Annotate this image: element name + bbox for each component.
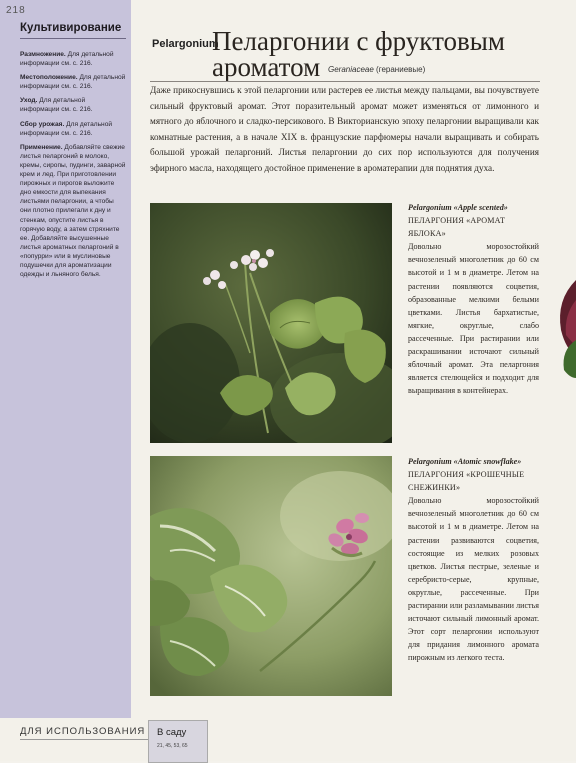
sidebar-item-propagation	[20, 50, 126, 68]
page-footer	[0, 718, 576, 761]
sidebar-item-label: Применение.	[20, 143, 63, 151]
family-latin: Geraniaceae	[328, 65, 374, 74]
plant-caption-apple-scented	[408, 201, 539, 397]
garden-tab-label: В саду	[157, 727, 187, 738]
plant-latin-name: Pelargonium «Atomic snowflake»	[408, 457, 522, 466]
page-number: 218	[6, 5, 26, 16]
plant-caption-atomic-snowflake	[408, 455, 539, 665]
family-name	[328, 65, 425, 74]
atomic-snowflake-photo	[150, 456, 392, 696]
sidebar-panel	[0, 0, 131, 718]
genus-label: Pelargonium	[152, 38, 219, 50]
sidebar-item-harvest	[20, 120, 126, 138]
sidebar-item-text: Для детальной информации см. с. 216.	[20, 74, 126, 91]
neighbor-page-edge	[548, 0, 576, 761]
intro-paragraph	[150, 83, 539, 176]
sidebar-content	[20, 50, 126, 284]
sidebar-item-label: Сбор урожая.	[20, 120, 65, 128]
sidebar-item-usage	[20, 143, 126, 279]
footer-divider	[20, 739, 150, 740]
plant-description: Довольно морозостойкий вечнозеленый многолетник до 60 см высотой и 1 м в диаметре. Летом на растении появляются соцветия, образованные мелкими белыми цветками. Листья бархатистые, мягкие, округлые, слабо рассеченные. При растирании или раскрашивании источают сильный яблочный аромат. Эта пеларгония является стелющейся и подходит для выращивания в контейнерах.	[408, 242, 539, 396]
neighbor-flower-illustration	[548, 0, 576, 761]
sidebar-divider	[20, 38, 126, 39]
plant-latin-name: Pelargonium «Apple scented»	[408, 203, 508, 212]
apple-scented-photo	[150, 203, 392, 443]
family-ru: (гераниевые)	[376, 65, 426, 74]
sidebar-item-label: Уход.	[20, 97, 38, 105]
sidebar-item-text: Для детальной информации см. с. 216.	[20, 51, 114, 68]
garden-tab-pages: 21, 45, 53, 65	[157, 743, 188, 749]
apple-scented-illustration	[150, 203, 392, 443]
page-title-line2: ароматом	[212, 52, 321, 82]
sidebar-item-text: Для детальной информации см. с. 216.	[20, 120, 113, 137]
garden-tab	[148, 720, 208, 763]
header-divider	[150, 81, 540, 82]
sidebar-item-label: Местоположение.	[20, 74, 78, 82]
sidebar-title: Культивирование	[20, 22, 122, 34]
footer-section-label: ДЛЯ ИСПОЛЬЗОВАНИЯ	[20, 726, 146, 737]
sidebar-item-location	[20, 73, 126, 91]
page-title-line1: Пеларгонии с фруктовым	[212, 26, 505, 56]
sidebar-item-label: Размножение.	[20, 51, 66, 58]
sidebar-item-care	[20, 96, 126, 114]
plant-russian-name: ПЕЛАРГОНИЯ «АРОМАТ ЯБЛОКА»	[408, 216, 506, 239]
sidebar-item-text: Добавляйте свежие листья пеларгоний в молоко, кремы, сиропы, пудинги, заварной крем и лед. При приготовлении пирожных и пирогов выложите дно емкости для выпекания листьями пеларгонии, а чтобы они плотно прилегали к дну и стенкам, опустите листья в горячую воду, а затем стряхните ее. Добавляйте высушенные листья ароматных пеларгоний в «попурри» или в муслиновые подушечки для ароматизации одежды и льняного белья.	[20, 143, 126, 279]
intro-text: Даже прикоснувшись к этой пеларгонии или растерев ее листья между пальцами, вы почувствуете сильный фруктовый аромат. Этот поразительный аромат может изменяться от лимонного и мятного до яблочного и сладко-персикового. В Викторианскую эпоху пеларгонии выращивали как комнатные растения, а в начале XIX в. французские парфюмеры начали выращивать и собирать большой урожай пеларгоний. Листья пеларгонии до сих пор используются для получения эфирного масла, находящего достойное применение в ароматерапии для поднятия духа.	[150, 85, 539, 173]
plant-russian-name: ПЕЛАРГОНИЯ «КРОШЕЧНЫЕ СНЕЖИНКИ»	[408, 470, 525, 493]
sidebar-item-text: Для детальной информации см. с. 216.	[20, 97, 93, 114]
atomic-snowflake-illustration	[150, 456, 392, 696]
plant-description: Довольно морозостойкий вечнозеленый многолетник до 60 см высотой и 1 м в диаметре. Летом на растении развиваются соцветия, состоящие из мелких розовых цветков. Листья пестрые, зеленые и серебристо-серые, крупные, округлые, рассеченные. При растирании или разламывании листья источают сильный лимонный аромат. Этот сорт пеларгонии используют для придания лимонного аромата пирожным из легкого теста.	[408, 496, 539, 663]
